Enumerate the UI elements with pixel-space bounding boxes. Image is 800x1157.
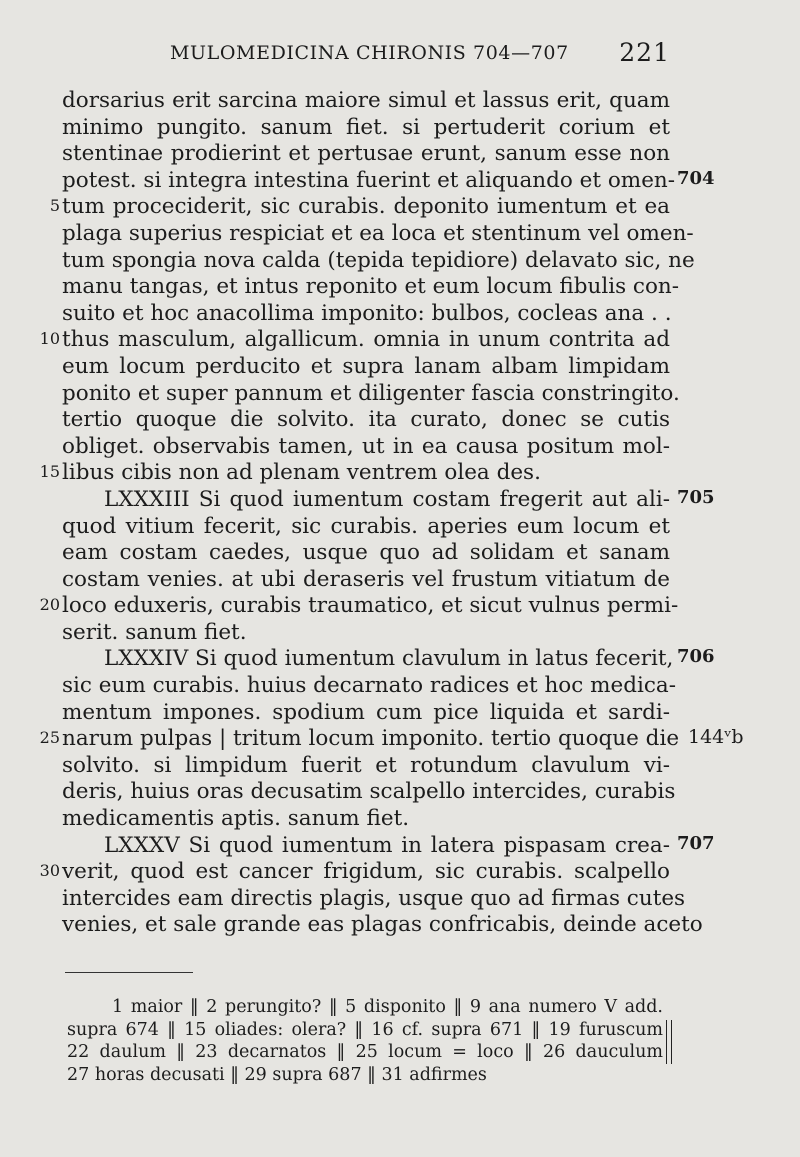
text-line: [0, 460, 800, 487]
footnote-text: 1 maior ‖ 2 perungito? ‖ 5 disponito ‖ 9 ana numero V add.: [112, 997, 663, 1017]
line-text: deris, huius oras decusatim scalpello intercides, curabis: [62, 779, 676, 805]
text-line: [0, 806, 800, 833]
text-line: [0, 540, 800, 567]
line-number: 5: [49, 196, 60, 216]
section-number: 706: [677, 646, 715, 668]
section-number: 705: [677, 486, 715, 508]
line-text: solvito. si limpidum fuerit et rotundum clavulum vi-: [62, 752, 670, 778]
margin-bracket: [666, 1020, 672, 1042]
line-text: manu tangas, et intus reponito et eum locum fibulis con-: [62, 274, 680, 300]
text-line: [0, 354, 800, 381]
margin-bracket: [666, 1042, 672, 1064]
line-number: 20: [39, 595, 60, 615]
footnote-text: supra 674 ‖ 15 oliades: olera? ‖ 16 cf. supra 671 ‖ 19 furuscum: [67, 1019, 663, 1040]
text-line: [0, 646, 800, 673]
line-text: sic eum curabis. huius decarnato radices et hoc medica-: [62, 673, 676, 699]
line-number: 25: [39, 728, 60, 748]
line-text: minimo pungito. sanum fiet. si pertuderit corium et: [62, 114, 670, 140]
footnote-line: [0, 997, 800, 1020]
text-line: [0, 673, 800, 700]
line-text: stentinae prodierint et pertusae erunt, sanum esse non: [62, 141, 670, 167]
text-line: [0, 487, 800, 514]
line-text: dorsarius erit sarcina maiore simul et lassus erit, quam: [62, 88, 670, 113]
line-text: mentum impones. spodium cum pice liquida et sardi-: [62, 699, 670, 725]
line-text: LXXXIII Si quod iumentum costam fregerit aut ali-: [104, 486, 670, 512]
text-line: [0, 886, 800, 913]
text-line: [0, 912, 800, 939]
main-text: [0, 88, 800, 939]
text-line: [0, 779, 800, 806]
text-line: [0, 274, 800, 301]
text-line: [0, 620, 800, 647]
line-number: 10: [39, 329, 60, 349]
text-line: [0, 407, 800, 434]
text-line: [0, 248, 800, 275]
line-text: thus masculum, algallicum. omnia in unum contrita ad: [62, 327, 670, 353]
line-text: ponito et super pannum et diligenter fascia constringito.: [62, 380, 680, 406]
line-text: tertio quoque die solvito. ita curato, donec se cutis: [62, 407, 670, 433]
text-line: [0, 88, 800, 115]
line-text: costam venies. at ubi deraseris vel frustum vitiatum de: [62, 566, 670, 592]
line-text: venies, et sale grande eas plagas confricabis, deinde aceto: [62, 912, 703, 938]
line-text: LXXXV Si quod iumentum in latera pispasam crea-: [104, 832, 670, 858]
text-line: [0, 327, 800, 354]
line-text: intercides eam directis plagis, usque quo ad firmas cutes: [62, 885, 686, 911]
text-line: [0, 115, 800, 142]
text-line: [0, 593, 800, 620]
footnote-line: [0, 1042, 800, 1065]
line-text: medicamentis aptis. sanum fiet.: [62, 806, 410, 832]
text-line: [0, 301, 800, 328]
text-line: [0, 141, 800, 168]
footnotes: [0, 997, 800, 1087]
line-text: quod vitium fecerit, sic curabis. aperies eum locum et: [62, 513, 670, 539]
text-line: [0, 168, 800, 195]
line-text: plaga superius respiciat et ea loca et stentinum vel omen-: [62, 220, 694, 246]
line-text: tum proceciderit, sic curabis. deponito iumentum et ea: [62, 194, 670, 220]
line-text: serit. sanum fiet.: [62, 619, 247, 645]
text-line: [0, 753, 800, 780]
line-text: libus cibis non ad plenam ventrem olea des.: [62, 460, 541, 486]
text-line: [0, 221, 800, 248]
page-header: [170, 38, 670, 76]
running-title: MULOMEDICINA CHIRONIS 704—707: [170, 42, 569, 64]
text-line: [0, 434, 800, 461]
line-number: 15: [39, 462, 60, 482]
text-line: [0, 381, 800, 408]
line-text: eum locum perducito et supra lanam albam limpidam: [62, 353, 670, 379]
line-text: loco eduxeris, curabis traumatico, et sicut vulnus permi-: [62, 593, 679, 619]
text-line: [0, 726, 800, 753]
text-line: [0, 833, 800, 860]
footnote-text: 27 horas decusati ‖ 29 supra 687 ‖ 31 adfirmes: [67, 1064, 487, 1085]
text-line: [0, 194, 800, 221]
footnote-divider: [65, 972, 193, 973]
footnote-line: [0, 1065, 800, 1088]
line-text: obliget. observabis tamen, ut in ea causa positum mol-: [62, 433, 670, 459]
line-number: 30: [39, 861, 60, 881]
footnote-line: [0, 1020, 800, 1043]
line-text: tum spongia nova calda (tepida tepidiore) delavato sic, ne: [62, 247, 695, 273]
line-text: potest. si integra intestina fuerint et aliquando et omen-: [62, 167, 676, 193]
text-line: [0, 700, 800, 727]
line-text: suito et hoc anacollima imponito: bulbos, cocleas ana . .: [62, 300, 672, 326]
text-line: [0, 514, 800, 541]
text-line: [0, 859, 800, 886]
section-number: 707: [677, 832, 715, 854]
text-line: [0, 567, 800, 594]
line-text: verit, quod est cancer frigidum, sic curabis. scalpello: [62, 859, 670, 885]
folio-reference: 144ᵛb: [688, 726, 744, 749]
section-number: 704: [677, 167, 715, 189]
line-text: eam costam caedes, usque quo ad solidam et sanam: [62, 540, 670, 566]
line-text: narum pulpas | tritum locum imponito. tertio quoque die: [62, 726, 680, 752]
footnote-text: 22 daulum ‖ 23 decarnatos ‖ 25 locum = loco ‖ 26 dauculum: [67, 1042, 663, 1062]
page-number: 221: [619, 38, 670, 67]
line-text: LXXXIV Si quod iumentum clavulum in latus fecerit,: [104, 646, 674, 672]
